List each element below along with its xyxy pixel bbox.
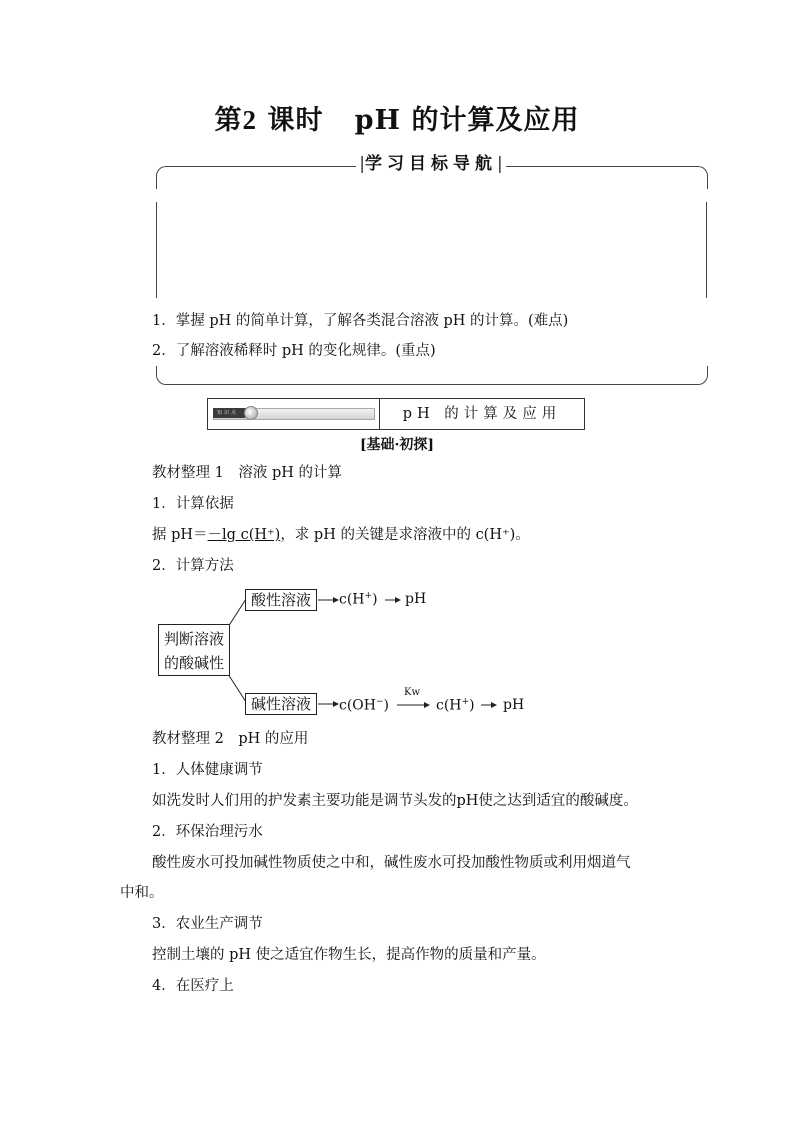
goals-frame-left-line [156,202,157,298]
section2-item1-text: 如洗发时人们用的护发素主要功能是调节头发的pH使之达到适宜的酸碱度。 [152,793,638,809]
item1-text-prefix: 据 pH＝ [152,527,208,543]
root-box-line-2: 的酸碱性 [163,654,224,672]
section2-heading: 教材整理 2 pH 的应用 [152,731,309,747]
topic-banner-text: 知识点 [217,410,239,416]
base-chain-ph: pH [503,697,525,713]
section2-item4-title: 4．在医疗上 [152,978,234,994]
goals-label-text: 学习目标导航 [365,154,497,174]
acid-solution-box: 酸性溶液 [245,589,317,611]
connector-base [228,674,246,702]
section1-item2-title: 2．计算方法 [152,558,234,574]
goal-item-2: 2．了解溶液稀释时 pH 的变化规律。(重点) [152,343,436,359]
title-lesson-number: 2 [242,105,258,135]
section2-item3-title: 3．农业生产调节 [152,916,263,932]
goals-frame-bottom [156,366,708,385]
section2-item1-title: 1．人体健康调节 [152,762,263,778]
root-box-line-1: 判断溶液 [163,630,224,648]
goal-item-1: 1．掌握 pH 的简单计算，了解各类混合溶液 pH 的计算。(难点) [152,313,569,329]
base-chain-part-1: c(OH [339,697,376,714]
acid-chain-part-2: ) [372,591,378,608]
section-tag-basic: [基础·初探] [359,437,435,453]
kw-arrow-icon [424,702,430,708]
base-solution-box: 碱性溶液 [245,693,317,715]
acid-arrow-2-icon [395,597,401,603]
connector-acid [228,599,246,627]
section2-item2-text-line2: 中和。 [120,885,164,901]
acid-chain-ph: pH [405,591,427,607]
topic-box-divider [379,398,380,430]
acid-chain-part-1: c(H [339,591,365,608]
base-chain-part-3: c(H [436,697,462,714]
section1-item1-title: 1．计算依据 [152,496,234,512]
base-arrow-3-icon [491,702,497,708]
topic-title: pH 的计算及应用 [402,406,562,422]
acid-chain-h-conc [339,591,378,608]
title-topic: pH 的计算及应用 [354,105,580,136]
topic-banner-knob-icon [244,406,258,420]
section2-item3-text: 控制土壤的 pH 使之适宜作物生长，提高作物的质量和产量。 [152,947,546,963]
kw-label: Kw [404,687,421,698]
page-title [0,98,794,137]
goals-frame-right-line [706,202,707,298]
base-chain-oh-conc [339,697,389,714]
base-chain-sup: − [376,697,384,707]
section1-item1-text [152,525,530,545]
base-chain-sup-2: + [461,697,470,707]
title-prefix: 第 [214,105,243,136]
acid-chain-sup: + [364,591,373,601]
goals-section-label: |学习目标导航| [356,151,506,177]
section2-item2-text-line1: 酸性废水可投加碱性物质使之中和，碱性废水可投加酸性物质或利用烟道气 [152,855,631,871]
base-chain-h-conc [436,697,475,714]
base-chain-part-4: ) [469,697,475,714]
title-lesson-word: 课时 [267,105,324,136]
ph-formula-answer: －lg c(H⁺) [207,527,281,543]
base-chain-part-2: ) [383,697,390,714]
diagram-root-box [158,624,230,676]
item1-text-suffix: ，求 pH 的关键是求溶液中的 c(H⁺)。 [280,527,530,543]
section2-item2-title: 2．环保治理污水 [152,824,263,840]
section1-heading: 教材整理 1 溶液 pH 的计算 [152,465,342,481]
